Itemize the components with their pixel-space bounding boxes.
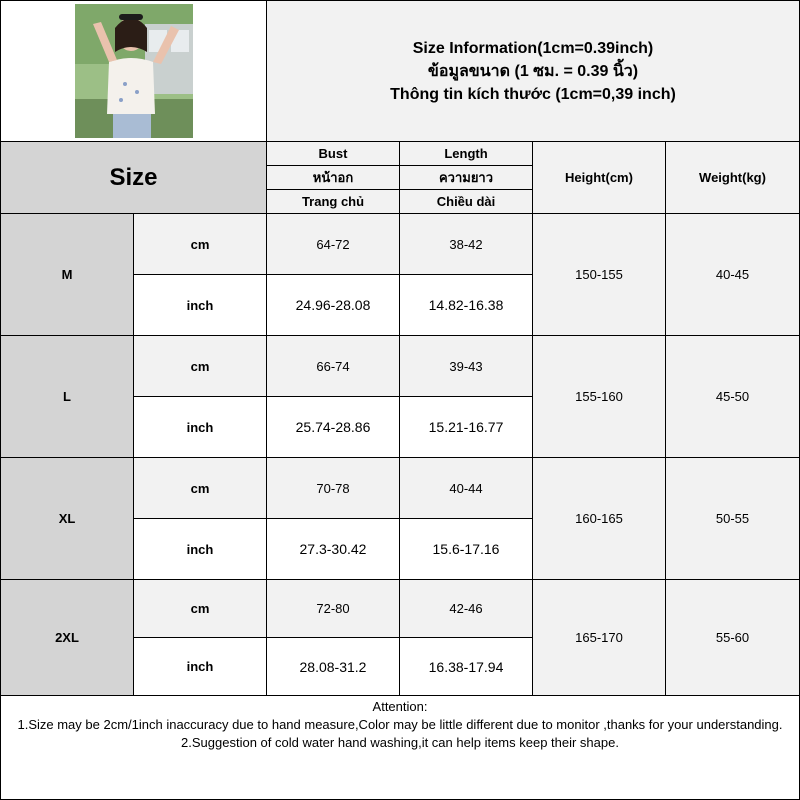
title-line-vietnamese: Thông tin kích thước (1cm=0,39 inch) <box>390 85 676 103</box>
height-value: 150-155 <box>533 214 666 336</box>
bust-inch-value: 28.08-31.2 <box>267 638 400 696</box>
length-header-vietnamese: Chiều dài <box>400 190 533 214</box>
bust-inch-value: 27.3-30.42 <box>267 519 400 580</box>
length-header: Length <box>400 142 533 166</box>
unit-label-cm: cm <box>134 214 267 275</box>
size-header: Size <box>0 142 267 214</box>
bust-header-vietnamese: Trang chủ <box>267 190 400 214</box>
attention-heading: Attention: <box>372 699 428 714</box>
attention-notes <box>0 696 800 800</box>
height-value: 155-160 <box>533 336 666 458</box>
length-inch-value: 16.38-17.94 <box>400 638 533 696</box>
size-label: M <box>0 214 134 336</box>
size-label: L <box>0 336 134 458</box>
attention-note-2: 2.Suggestion of cold water hand washing,it can help items keep their shape. <box>181 735 619 750</box>
unit-label-inch: inch <box>134 519 267 580</box>
unit-label-cm: cm <box>134 580 267 638</box>
unit-label-inch: inch <box>134 638 267 696</box>
size-label: 2XL <box>0 580 134 696</box>
unit-label-inch: inch <box>134 275 267 336</box>
length-cm-value: 42-46 <box>400 580 533 638</box>
length-cm-value: 40-44 <box>400 458 533 519</box>
length-cm-value: 39-43 <box>400 336 533 397</box>
length-inch-value: 14.82-16.38 <box>400 275 533 336</box>
bust-cm-value: 70-78 <box>267 458 400 519</box>
unit-label-cm: cm <box>134 336 267 397</box>
length-cm-value: 38-42 <box>400 214 533 275</box>
bust-header-thai: หน้าอก <box>267 166 400 190</box>
bust-cm-value: 72-80 <box>267 580 400 638</box>
weight-value: 40-45 <box>666 214 800 336</box>
height-value: 165-170 <box>533 580 666 696</box>
bust-header: Bust <box>267 142 400 166</box>
title-line-english: Size Information(1cm=0.39inch) <box>412 39 654 57</box>
weight-value: 50-55 <box>666 458 800 580</box>
size-information-title <box>267 0 800 142</box>
weight-header: Weight(kg) <box>666 142 800 214</box>
bust-cm-value: 64-72 <box>267 214 400 275</box>
length-inch-value: 15.21-16.77 <box>400 397 533 458</box>
length-header-thai: ความยาว <box>400 166 533 190</box>
height-value: 160-165 <box>533 458 666 580</box>
bust-inch-value: 24.96-28.08 <box>267 275 400 336</box>
unit-label-inch: inch <box>134 397 267 458</box>
height-header: Height(cm) <box>533 142 666 214</box>
title-line-thai: ข้อมูลขนาด (1 ซม. = 0.39 นิ้ว) <box>427 62 639 80</box>
length-inch-value: 15.6-17.16 <box>400 519 533 580</box>
unit-label-cm: cm <box>134 458 267 519</box>
weight-value: 55-60 <box>666 580 800 696</box>
product-photo <box>75 4 193 138</box>
bust-cm-value: 66-74 <box>267 336 400 397</box>
product-photo-cell <box>0 0 267 142</box>
attention-note-1: 1.Size may be 2cm/1inch inaccuracy due to hand measure,Color may be little different due to monitor ,thanks for your understanding. <box>17 717 783 732</box>
weight-value: 45-50 <box>666 336 800 458</box>
size-label: XL <box>0 458 134 580</box>
bust-inch-value: 25.74-28.86 <box>267 397 400 458</box>
